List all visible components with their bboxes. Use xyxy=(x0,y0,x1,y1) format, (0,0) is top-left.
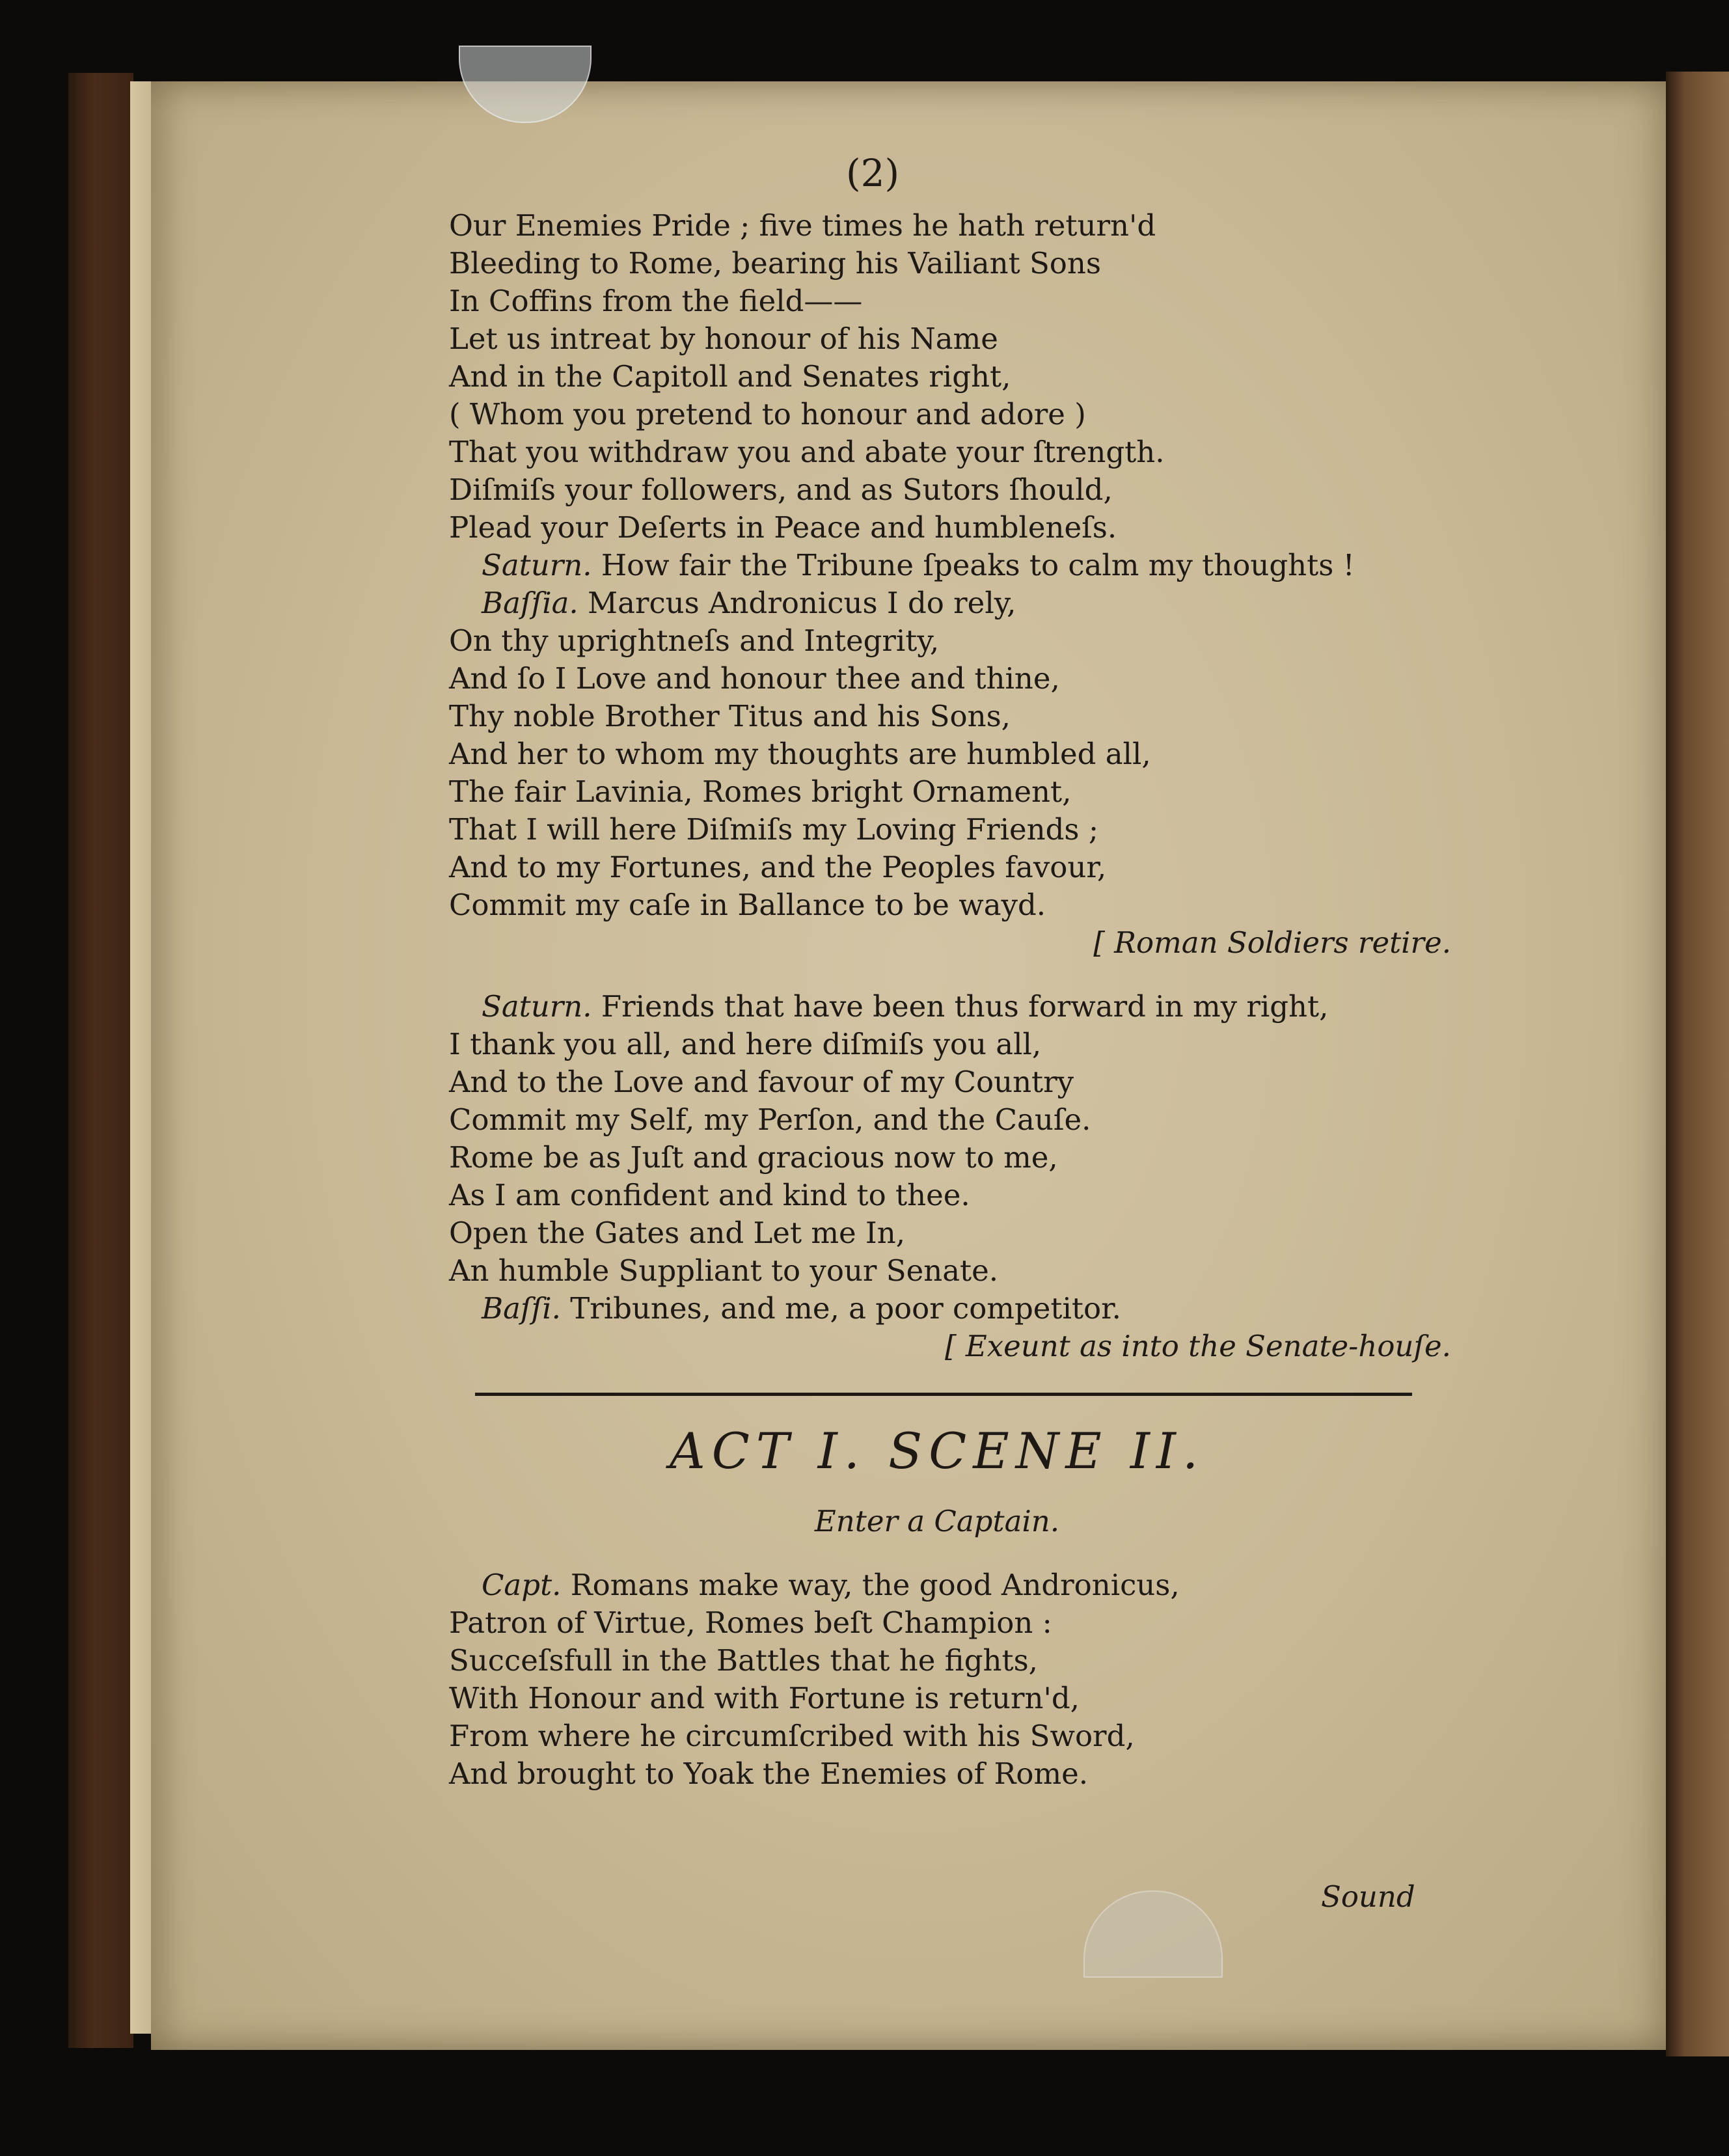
verse-line: And to my Fortunes, and the Peoples favour, xyxy=(449,850,1107,884)
verse-line: And in the Capitoll and Senates right, xyxy=(449,359,1011,394)
verse-line: Bleeding to Rome, bearing his Vailiant Sons xyxy=(449,246,1101,280)
speaker-name: Capt. xyxy=(482,1568,562,1602)
verse-line: And ſo I Love and honour thee and thine, xyxy=(449,661,1060,696)
verse-text: How fair the Tribune ſpeaks to calm my thoughts ! xyxy=(601,548,1355,582)
speech-captain xyxy=(449,1566,1425,1793)
verse-line: Rome be as Juſt and gracious now to me, xyxy=(449,1140,1058,1175)
stage-direction: [ Roman Soldiers retire. xyxy=(1093,925,1451,960)
verse-line: Open the Gates and Let me In, xyxy=(449,1216,905,1250)
verse-line: And her to whom my thoughts are humbled all, xyxy=(449,737,1151,771)
verse-line: As I am confident and kind to thee. xyxy=(449,1178,970,1212)
verse-line: Commit my caſe in Ballance to be wayd. xyxy=(449,888,1046,922)
page-text xyxy=(449,207,1451,1793)
verse-line: An humble Suppliant to your Senate. xyxy=(449,1253,999,1288)
scene-heading: ACT I. SCENE II. xyxy=(669,1422,1205,1480)
verse-line: Commit my Self, my Perſon, and the Cauſe. xyxy=(449,1102,1091,1137)
verse-line: And to the Love and favour of my Country xyxy=(449,1065,1074,1099)
verse-line: Plead your Deſerts in Peace and humbleneſs. xyxy=(449,510,1117,545)
verse-line: That I will here Diſmiſs my Loving Friends ; xyxy=(449,812,1098,847)
verse-line: In Coffins from the field—— xyxy=(449,284,863,318)
verse-line: Patron of Virtue, Romes beſt Champion : xyxy=(449,1605,1052,1640)
verse-line: From where he circumſcribed with his Sword, xyxy=(449,1719,1135,1753)
speech-bassia xyxy=(449,584,1451,962)
verse-line: I thank you all, and here diſmiſs you all, xyxy=(449,1027,1042,1061)
speaker-name: Saturn. xyxy=(482,548,592,582)
facing-page-gutter xyxy=(1666,72,1729,2056)
verse-line: With Honour and with Fortune is return'd, xyxy=(449,1681,1080,1715)
verse-line: Succeſsfull in the Battles that he fights, xyxy=(449,1643,1038,1678)
speaker-name: Baſſi. xyxy=(482,1291,561,1326)
verse-text: Romans make way, the good Andronicus, xyxy=(570,1568,1180,1602)
speech-saturn-2 xyxy=(449,988,1425,1290)
page-number: (2) xyxy=(846,151,900,195)
verse-line: Thy noble Brother Titus and his Sons, xyxy=(449,699,1011,733)
verse-line: That you withdraw you and abate your ſtrength. xyxy=(449,435,1165,469)
verse-text: Friends that have been thus forward in my right, xyxy=(601,989,1329,1024)
stage-direction: Enter a Captain. xyxy=(814,1504,1060,1538)
verse-text: Tribunes, and me, a poor competitor. xyxy=(570,1291,1121,1326)
verse-line: ( Whom you pretend to honour and adore ) xyxy=(449,397,1086,431)
verse-line: And brought to Yoak the Enemies of Rome. xyxy=(449,1756,1089,1791)
stage-direction: [ Exeunt as into the Senate-houſe. xyxy=(945,1329,1451,1363)
catchword: Sound xyxy=(1321,1879,1415,1914)
speaker-name: Saturn. xyxy=(482,989,592,1024)
speaker-name: Baſſia. xyxy=(482,586,579,620)
verse-text: Marcus Andronicus I do rely, xyxy=(588,586,1016,620)
verse-line: The fair Lavinia, Romes bright Ornament, xyxy=(449,774,1072,809)
book-cover-edge xyxy=(68,73,133,2048)
verse-line: Let us intreat by honour of his Name xyxy=(449,321,998,356)
speech-bassi xyxy=(449,1290,1425,1328)
verse-line: On thy uprightneſs and Integrity, xyxy=(449,623,940,658)
verse-line: Diſmiſs your followers, and as Sutors ſhould, xyxy=(449,472,1113,507)
verse-line: Our Enemies Pride ; five times he hath return'd xyxy=(449,208,1156,243)
speech-saturn-1 xyxy=(449,547,1425,584)
section-rule xyxy=(475,1393,1412,1396)
scene1-opening xyxy=(449,207,1425,547)
